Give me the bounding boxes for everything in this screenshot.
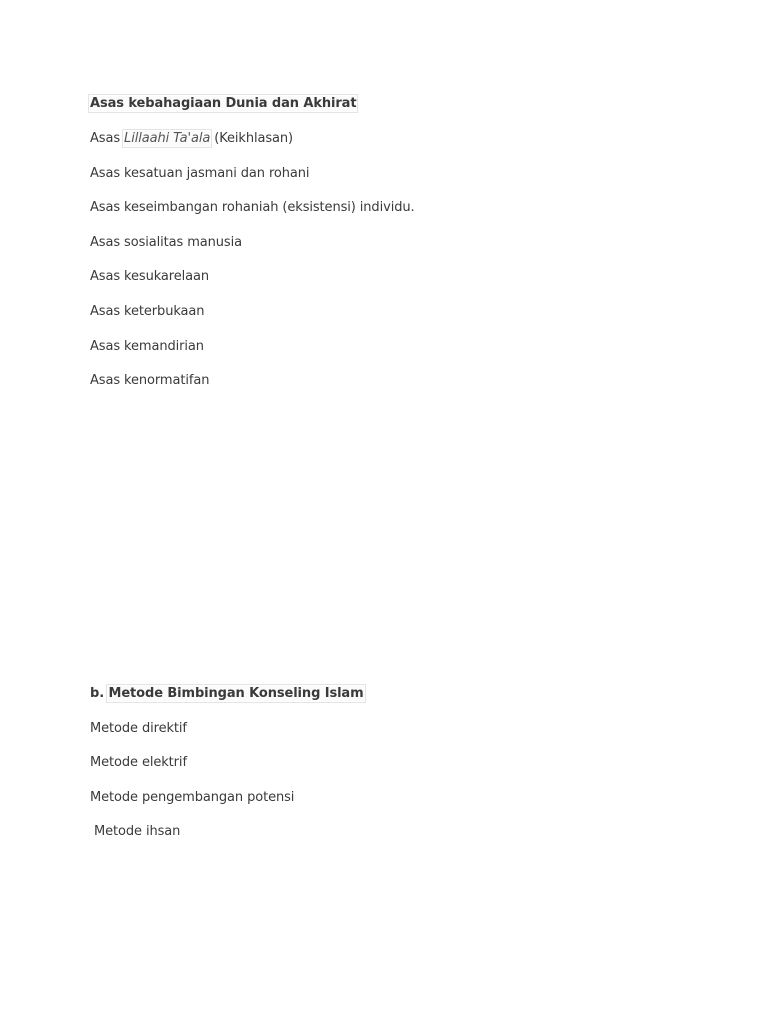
list-item: Metode pengembangan potensi [90, 790, 295, 805]
list-item: Asas kesatuan jasmani dan rohani [90, 166, 310, 181]
section-b-heading-line [90, 685, 364, 703]
list-item: Metode elektrif [90, 755, 187, 770]
list-item-text: Metode ihsan [94, 824, 181, 839]
list-item: Asas kenormatifan [90, 373, 210, 388]
list-item: Asas sosialitas manusia [90, 235, 242, 250]
list-item: Metode direktif [90, 721, 187, 736]
list-item: Asas kemandirian [90, 339, 204, 354]
list-item [90, 823, 180, 841]
section-a-heading-line [90, 95, 356, 113]
asas-lillaahi-prefix: Asas [90, 131, 125, 146]
list-item: Asas keseimbangan rohaniah (eksistensi) individu. [90, 200, 415, 215]
asas-lillaahi-line [90, 130, 293, 148]
list-item: Asas kesukarelaan [90, 269, 210, 284]
section-b-heading: Metode Bimbingan Konseling Islam [108, 686, 364, 701]
section-a-heading: Asas kebahagiaan Dunia dan Akhirat [90, 96, 357, 111]
section-b-label: b. [90, 686, 105, 701]
list-item: Asas keterbukaan [90, 304, 205, 319]
asas-lillaahi-suffix: (Keikhlasan) [210, 131, 293, 146]
asas-lillaahi-italic: Lillaahi Ta'ala [124, 131, 211, 146]
